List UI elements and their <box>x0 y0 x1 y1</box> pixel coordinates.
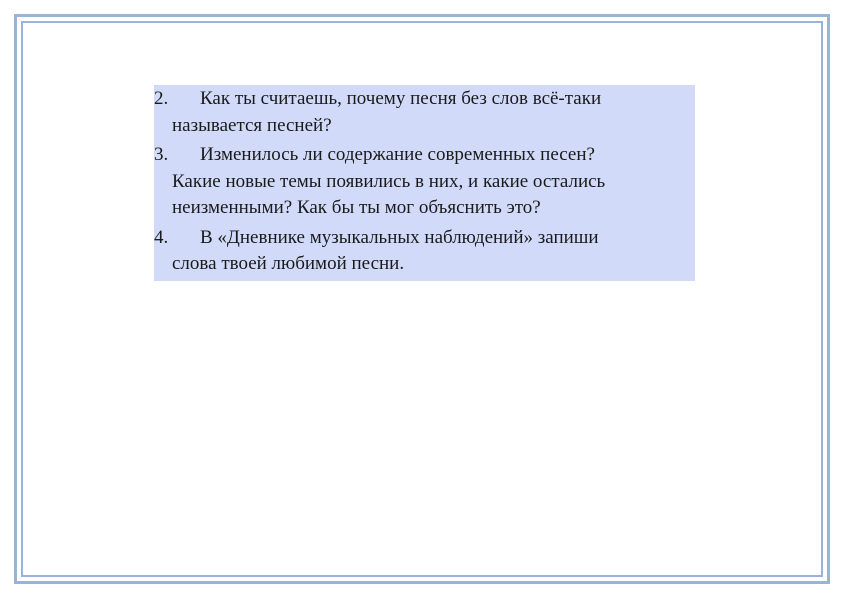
question-first-line <box>154 86 695 113</box>
question-first-line <box>154 225 695 252</box>
question-continuation: слова твоей любимой песни. <box>172 253 405 274</box>
question-text: Изменилось ли содержание современных песен? <box>200 144 595 165</box>
question-text: В «Дневнике музыкальных наблюдений» запиши <box>200 226 599 248</box>
question-continuation: Какие новые темы появились в них, и какие остались <box>172 170 606 192</box>
question-continuation: называется песней? <box>172 114 332 136</box>
question-item <box>154 86 695 139</box>
question-number: 4. <box>154 226 169 248</box>
question-item <box>154 142 695 222</box>
question-number: 2. <box>154 88 169 109</box>
question-number: 3. <box>154 144 169 165</box>
question-first-line <box>154 142 695 169</box>
question-item <box>154 225 695 278</box>
questions-text-box <box>154 85 695 281</box>
question-text: Как ты считаешь, почему песня без слов всё-таки <box>200 88 602 109</box>
question-continuation: неизменными? Как бы ты мог объяснить это? <box>172 197 541 218</box>
